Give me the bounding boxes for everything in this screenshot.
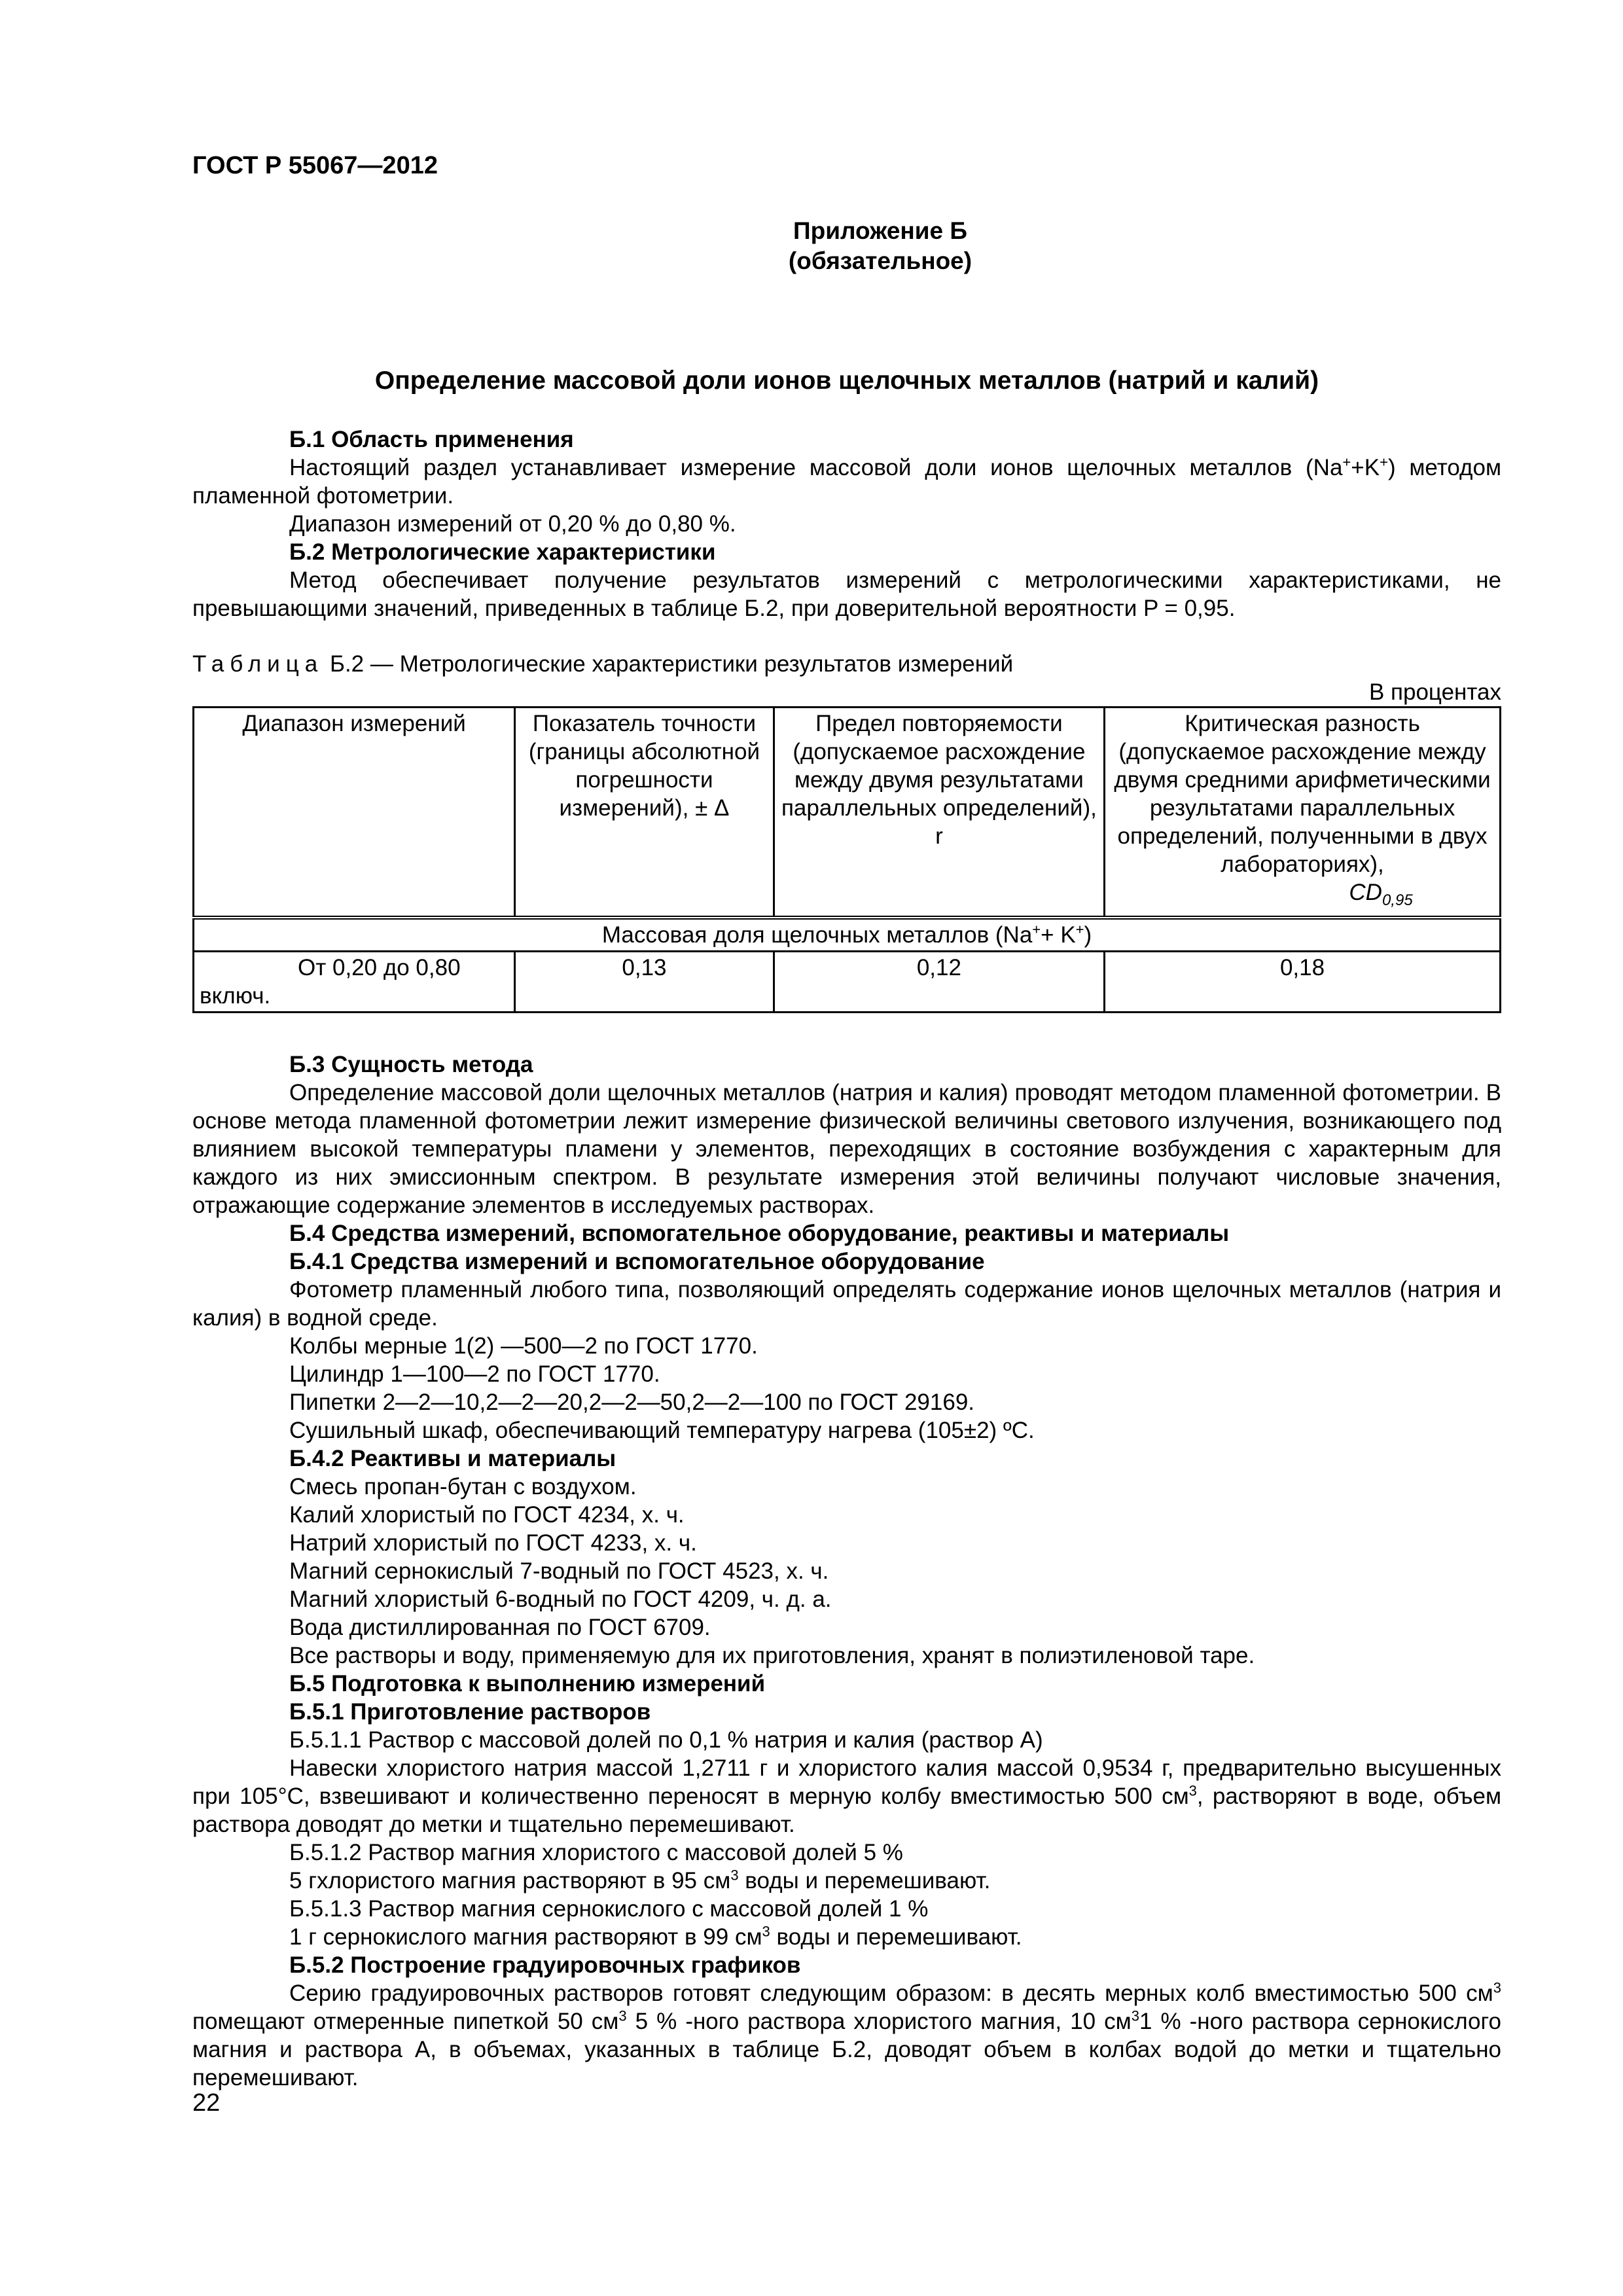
list-item: Пипетки 2—2—10,2—2—20,2—2—50,2—2—100 по ГОСТ 29169. (289, 1390, 975, 1415)
cell-accuracy: 0,13 (515, 952, 774, 1013)
table-units: В процентах (1368, 679, 1501, 705)
cell-repeatability: 0,12 (774, 952, 1104, 1013)
page-number: 22 (192, 2089, 221, 2117)
measurement-range-text: Диапазон измерений от 0,20 % до 0,80 %. (289, 511, 736, 537)
header-range: Диапазон измерений (194, 708, 515, 918)
section-b512-paragraph: 5 гхлористого магния растворяют в 95 $см^3$ воды и перемешивают. (289, 1867, 991, 1893)
table-caption: Таблица Б.2 — Метрологические характеристики результатов измерений (192, 651, 1014, 677)
section-b511-title: Б.5.1.1 Раствор с массовой долей по 0,1 % натрия и калия (раствор А) (289, 1727, 1043, 1753)
section-b51-heading: Б.5.1 Приготовление растворов (289, 1699, 651, 1725)
header-critical-difference: Критическая разность (допускаемое расхождение между двумя средними арифметическими результатами параллельных определений, полученными в двух лабораториях), $CD_{0,95}$ (1105, 708, 1501, 918)
section-b511-paragraph: Навески хлористого натрия массой 1,2711 г и хлористого калия массой 0,9534 г, предварительно высушенных при 105°С, взвешивают и количественно переносят в мерную колбу вместимостью 500 $см^3$, растворяют в воде, объем раствора доводят до метки и тщательно перемешивают. (192, 1755, 1502, 1837)
annex-title: Приложение Б (793, 217, 967, 244)
table-row (194, 952, 1501, 1013)
cell-critical-difference: 0,18 (1105, 952, 1501, 1013)
list-item: Колбы мерные 1(2) —500—2 по ГОСТ 1770. (289, 1333, 758, 1359)
list-item: Все растворы и воду, применяемую для их приготовления, хранят в полиэтиленовой таре. (289, 1643, 1255, 1668)
list-item: Фотометр пламенный любого типа, позволяющий определять содержание ионов щелочных металлов (натрия и калия) в водной среде. (192, 1277, 1501, 1331)
section-b5-heading: Б.5 Подготовка к выполнению измерений (289, 1671, 766, 1696)
list-item: Калий хлористый по ГОСТ 4234, х. ч. (289, 1502, 685, 1528)
annex-heading (0, 216, 1623, 276)
standard-header: ГОСТ Р 55067—2012 (192, 152, 438, 179)
list-item: Цилиндр 1—100—2 по ГОСТ 1770. (289, 1361, 660, 1387)
list-item: Вода дистиллированная по ГОСТ 6709. (289, 1615, 711, 1640)
section-b42-heading: Б.4.2 Реактивы и материалы (289, 1446, 616, 1471)
body-lower (192, 1050, 1501, 2092)
section-b3-paragraph: Определение массовой доли щелочных металлов (натрия и калия) проводят методом пламенной фотометрии. В основе метода пламенной фотометрии лежит измерение физической величины светового излучения, возникающего под влиянием высокой температуры пламени у элементов, переходящих в состояние возбуждения с характерным для каждого из них эмиссионным спектром. В результате измерения этой величины получают числовые значения, отражающие содержание элементов в исследуемых растворах. (192, 1080, 1501, 1218)
list-item: Смесь пропан-бутан с воздухом. (289, 1474, 637, 1499)
list-item: Сушильный шкаф, обеспечивающий температуру нагрева (105±2) ºС. (289, 1418, 1035, 1443)
list-item: Магний хлористый 6-водный по ГОСТ 4209, ч. д. а. (289, 1587, 832, 1612)
section-b52-paragraph: Серию градуировочных растворов готовят следующим образом: в десять мерных колб вместимостью 500 $см^3$ помещают отмеренные пипеткой 50 $см^3$ 5 % -ного раствора хлористого магния, 10 $см^31$ % -ного раствора сернокислого магния и раствора А, в объемах, указанных в таблице Б.2, доводят объем в колбах водой до метки и тщательно перемешивают. (192, 1979, 1501, 2090)
table-subheader-row (194, 918, 1501, 952)
list-item: Натрий хлористый по ГОСТ 4233, х. ч. (289, 1530, 697, 1556)
section-b2-paragraph: Метод обеспечивает получение результатов измерений с метрологическими характеристиками, не превышающими значений, приведенных в таблице Б.2, при доверительной вероятности P = 0,95. (192, 567, 1501, 621)
section-b1-paragraph: Настоящий раздел устанавливает измерение массовой доли ионов щелочных металлов (Na++K+) методом пламенной фотометрии. (192, 454, 1502, 509)
header-repeatability: Предел повторяемости (допускаемое расхождение между двумя результатами параллельных определений), r (774, 708, 1104, 918)
table-header-row (194, 708, 1501, 918)
cell-range: От 0,20 до 0,80 включ. (194, 952, 515, 1013)
section-b2-heading: Б.2 Метрологические характеристики (289, 539, 716, 565)
metrology-table (192, 706, 1501, 1013)
section-b513-title: Б.5.1.3 Раствор магния сернокислого с массовой долей 1 % (289, 1896, 929, 1922)
section-b4-heading: Б.4 Средства измерений, вспомогательное оборудование, реактивы и материалы (289, 1221, 1230, 1246)
section-b41-heading: Б.4.1 Средства измерений и вспомогательное оборудование (289, 1249, 985, 1274)
section-b1-heading: Б.1 Область применения (289, 427, 574, 452)
header-accuracy: Показатель точности (границы абсолютной погрешности измерений), ± Δ (515, 708, 774, 918)
body-upper (192, 425, 1501, 1013)
section-b3-heading: Б.3 Сущность метода (289, 1052, 533, 1077)
annex-subject-title: Определение массовой доли ионов щелочных металлов (натрий и калий) (374, 367, 1319, 395)
section-b52-heading: Б.5.2 Построение градуировочных графиков (289, 1952, 801, 1978)
annex-status: (обязательное) (788, 247, 972, 274)
list-item: Магний сернокислый 7-водный по ГОСТ 4523, х. ч. (289, 1558, 829, 1584)
section-b512-title: Б.5.1.2 Раствор магния хлористого с массовой долей 5 % (289, 1840, 903, 1865)
section-b513-paragraph: 1 г сернокислого магния растворяют в 99 $см^3$ воды и перемешивают. (289, 1923, 1022, 1950)
subheader-mass-fraction: Массовая доля щелочных металлов (Na++ K+) (194, 918, 1501, 952)
